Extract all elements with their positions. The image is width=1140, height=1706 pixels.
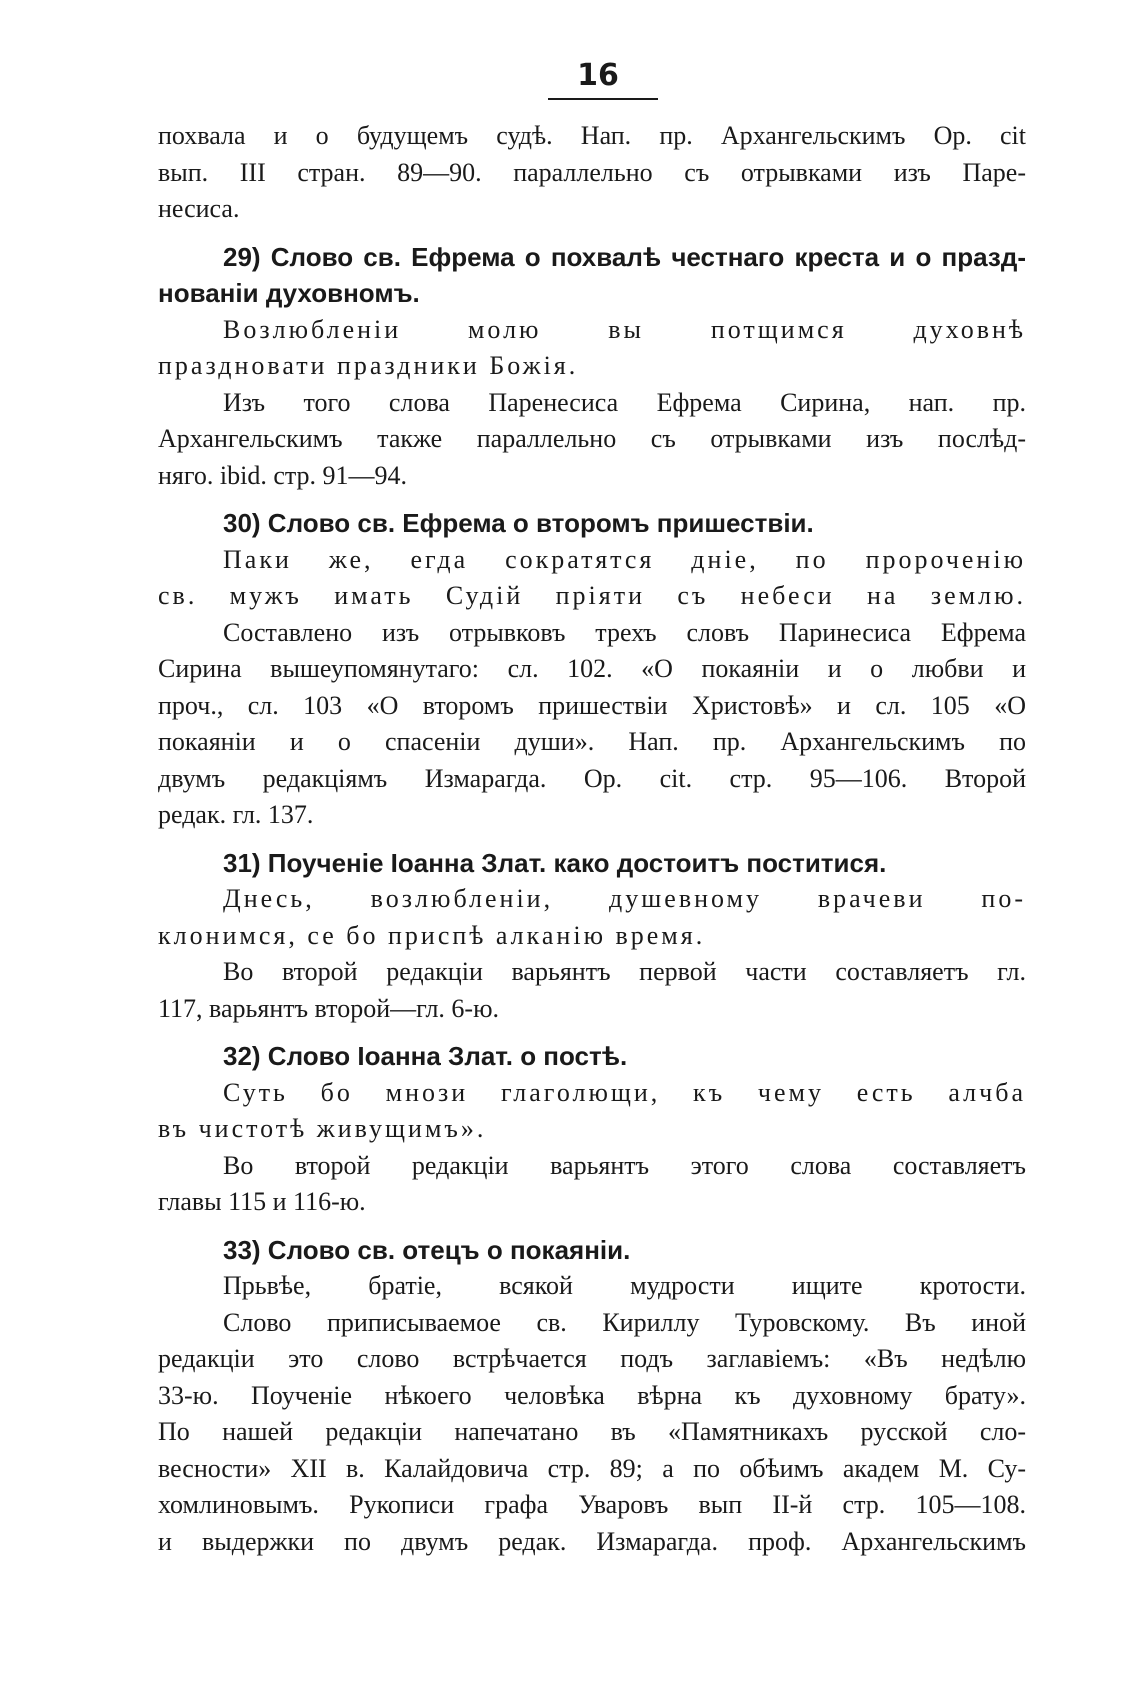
text-line: двумъ редакціямъ Измарагда. Op. cit. стр. 95—106. Второй: [158, 763, 1026, 793]
quotation-line: праздновати праздники Божія.: [158, 351, 579, 380]
text-line: Изъ того слова Паренесиса Ефрема Сирина, нап. пр.: [223, 387, 1026, 417]
text-line: 117, варьянтъ второй—гл. 6-ю.: [158, 993, 500, 1023]
text-line: Составлено изъ отрывковъ трехъ словъ Паринесиса Ефрема: [223, 617, 1026, 647]
text-body: [158, 118, 1026, 1560]
text-line: несиса.: [158, 194, 240, 223]
quotation-line: Паки же, егда сократятся дніе, по пророченію: [223, 544, 1026, 574]
text-line: проч., сл. 103 «О второмъ пришествіи Христовѣ» и сл. 105 «О: [158, 690, 1026, 720]
text-line: Прьвѣе, братіе, всякой мудрости ищите кротости.: [223, 1271, 1026, 1300]
text-line: Слово приписываемое св. Кириллу Туровскому. Въ иной: [223, 1307, 1026, 1337]
section-heading-line: нованіи духовномъ.: [158, 278, 420, 308]
text-line: Архангельскимъ также параллельно съ отрывками изъ послѣд-: [158, 424, 1026, 453]
text-line: и выдержки по двумъ редак. Измарагда. проф. Архангельскимъ: [158, 1526, 1026, 1556]
quotation-line: Днесь, возлюбленіи, душевному врачеви по-: [223, 884, 1026, 913]
quotation-line: въ чистотѣ живущимъ».: [158, 1114, 487, 1143]
text-line: главы 115 и 116-ю.: [158, 1187, 366, 1216]
section-heading-line: 32) Слово Іоанна Злат. о постѣ.: [223, 1041, 628, 1071]
text-line: покаяніи и о спасеніи души». Нап. пр. Архангельскимъ по: [158, 727, 1026, 756]
text-line: Во второй редакціи варьянтъ первой части составляетъ гл.: [223, 957, 1026, 986]
text-line: няго. ibid. стр. 91—94.: [158, 460, 408, 490]
text-line: По нашей редакціи напечатано въ «Памятникахъ русской сло-: [158, 1417, 1026, 1446]
quotation-line: Суть бо мнози глаголющи, къ чему есть алчба: [223, 1077, 1026, 1107]
section-heading-line: 29) Слово св. Ефрема о похвалѣ честнаго креста и о празд-: [223, 241, 1026, 272]
quotation-line: св. мужъ имать Судій пріяти съ небеси на землю.: [158, 581, 1026, 610]
text-line: редак. гл. 137.: [158, 800, 314, 829]
section-heading-line: 33) Слово св. отецъ о покаяніи.: [223, 1234, 631, 1265]
page-number: 16: [577, 58, 619, 93]
quotation-line: клонимся, се бо приспѣ алканію время.: [158, 920, 706, 950]
text-line: хомлиновымъ. Рукописи графа Уваровъ вып II-й стр. 105—108.: [158, 1490, 1026, 1519]
text-line: 33-ю. Поученіе нѣкоего человѣка вѣрна къ духовному брату».: [158, 1380, 1026, 1410]
section-heading-line: 30) Слово св. Ефрема о второмъ пришествіи.: [223, 508, 814, 538]
text-line: весности» XII в. Калайдовича стр. 89; а по обѣимъ академ М. Су-: [158, 1453, 1026, 1483]
text-line: Во второй редакціи варьянтъ этого слова составляетъ: [223, 1150, 1026, 1180]
quotation-line: Возлюбленіи молю вы потщимся духовнѣ: [223, 314, 1026, 344]
section-heading-line: 31) Поученіе Іоанна Злат. како достоитъ поститися.: [223, 847, 887, 878]
text-line: Сирина вышеупомянутаго: сл. 102. «О покаяніи и о любви и: [158, 654, 1026, 683]
text-line: вып. III стран. 89—90. параллельно съ отрывками изъ Паре-: [158, 157, 1026, 187]
text-line: похвала и о будущемъ судѣ. Нап. пр. Архангельскимъ Op. cit: [158, 121, 1026, 150]
page-number-rule: [548, 98, 658, 100]
text-line: редакціи это слово встрѣчается подъ заглавіемъ: «Въ недѣлю: [158, 1344, 1026, 1373]
